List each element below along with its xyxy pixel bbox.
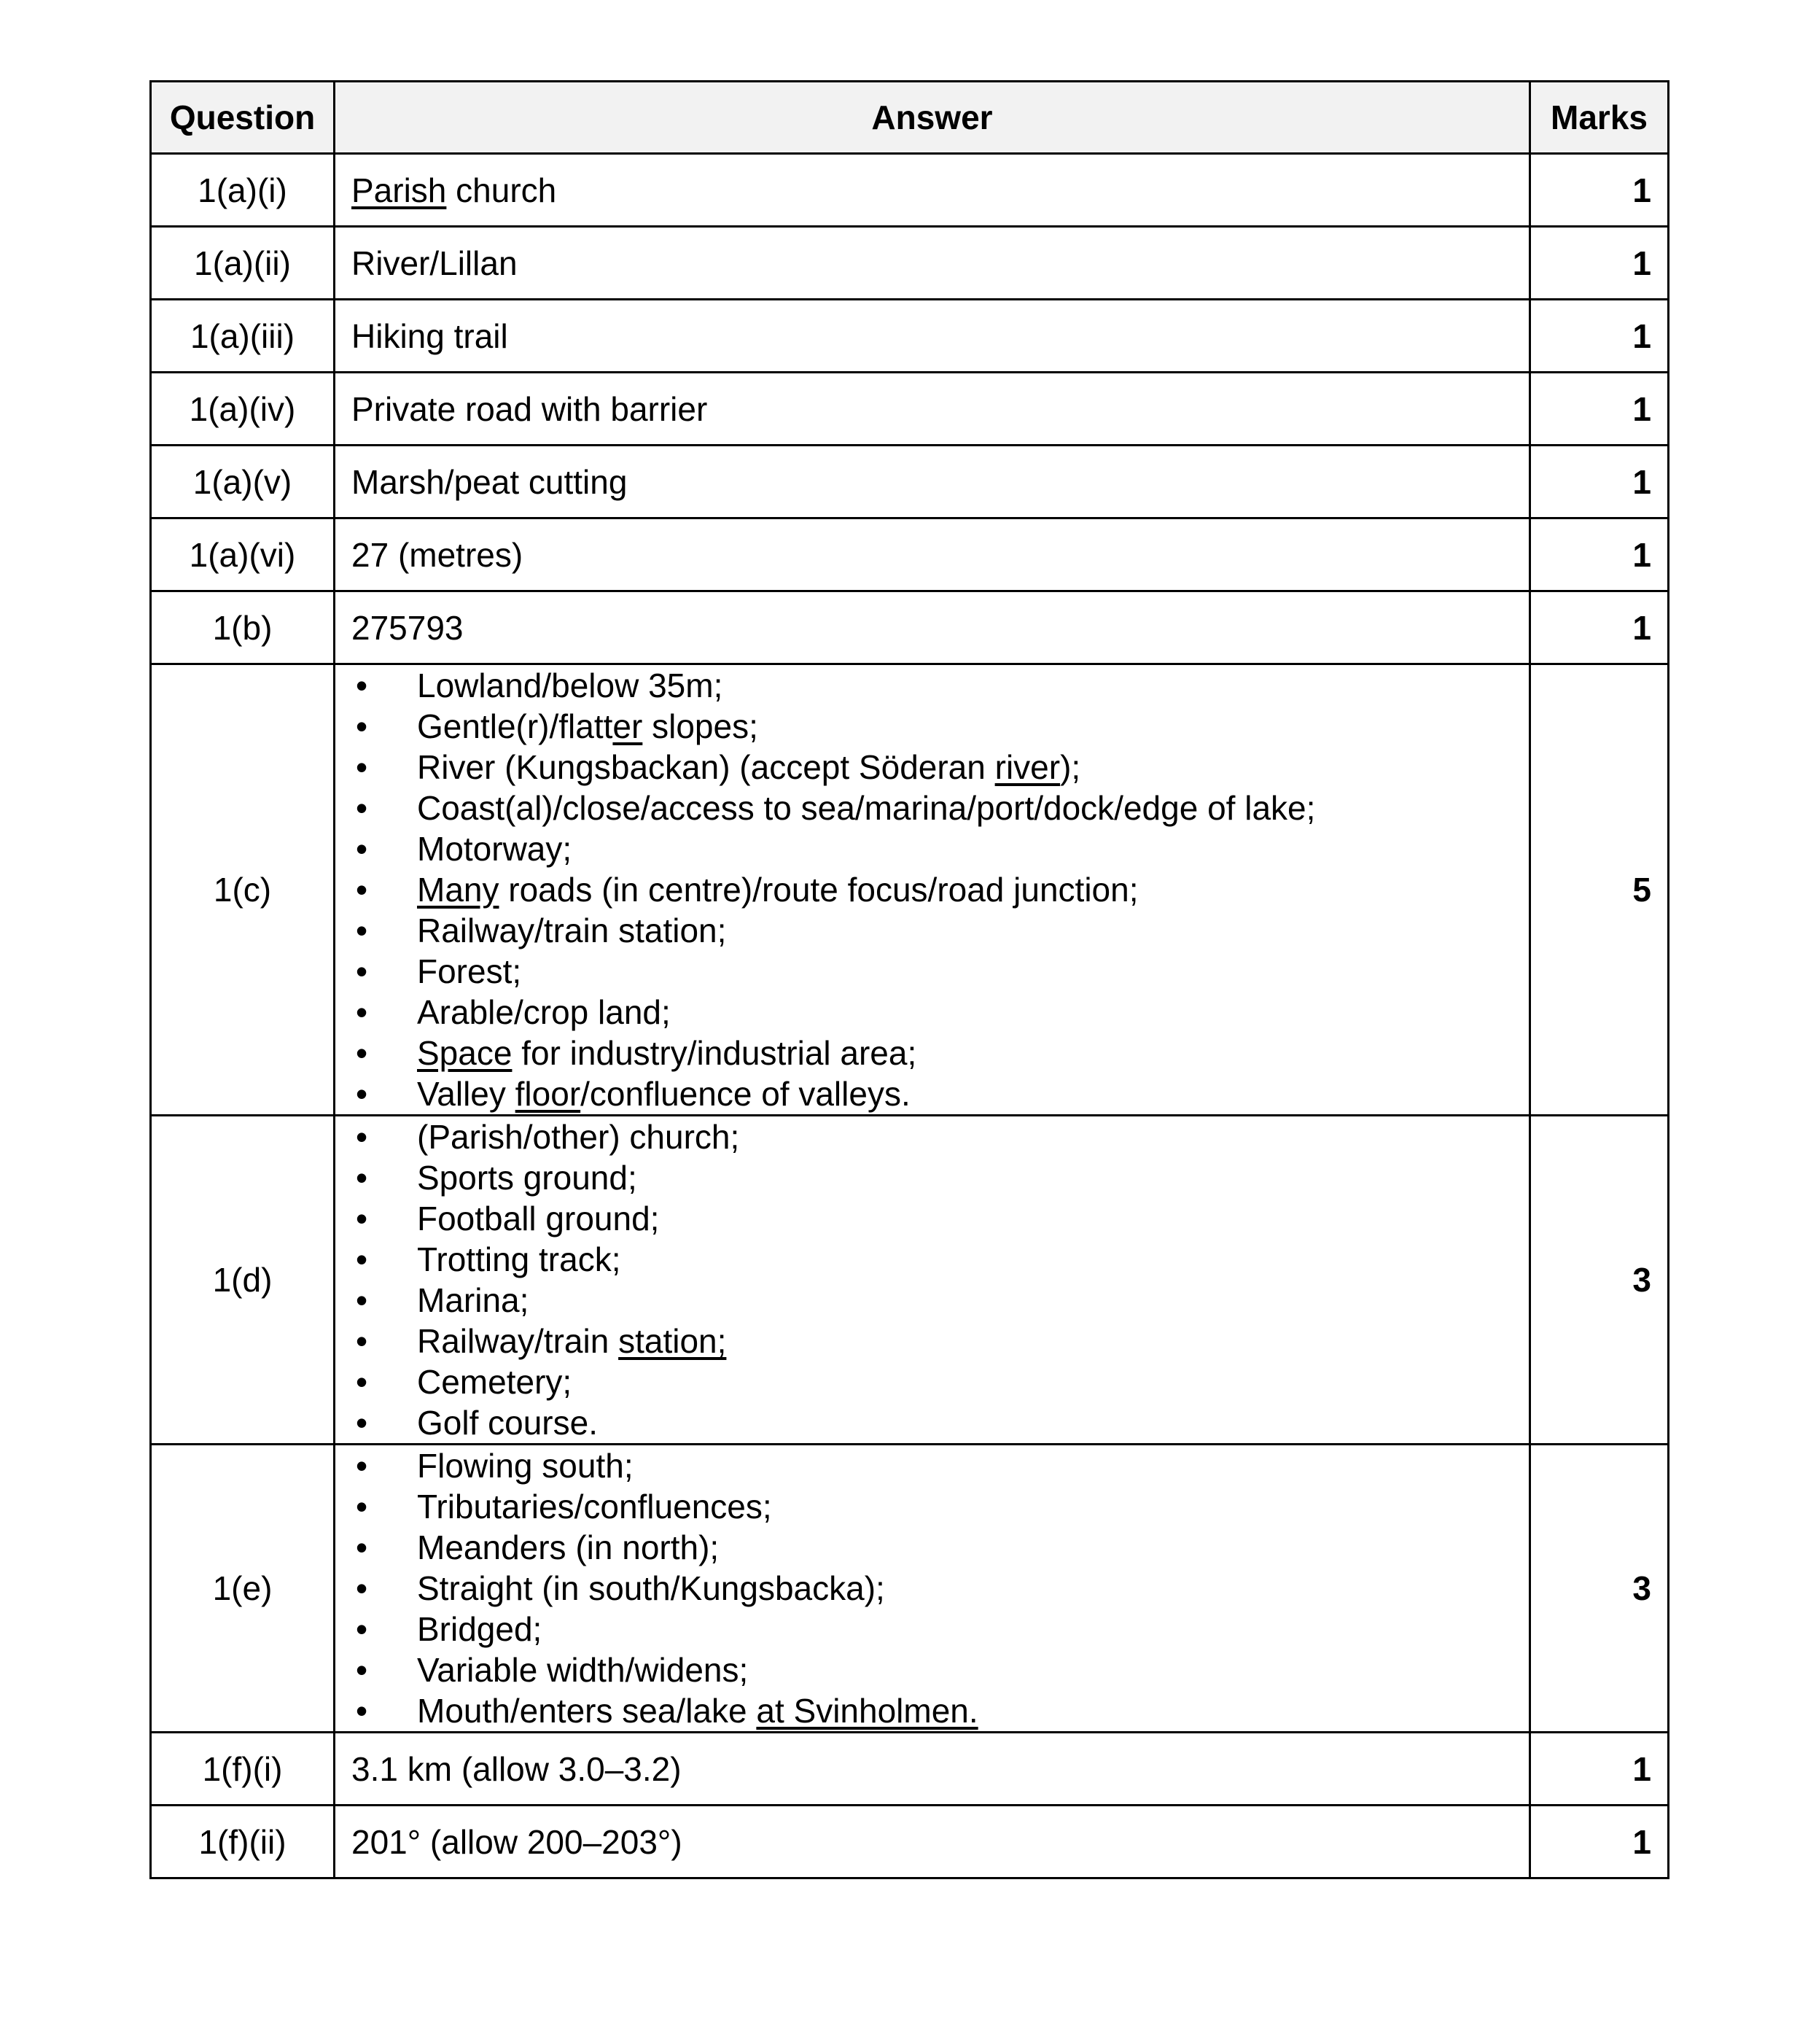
- answer-text: Motorway;: [417, 830, 572, 868]
- question-column-header: Question: [151, 82, 335, 154]
- answer-text: Tributaries/confluences;: [417, 1488, 772, 1526]
- answer-text: Trotting track;: [417, 1240, 621, 1278]
- answer-text: River (Kungsbackan) (accept Söderan: [417, 748, 995, 786]
- answer-bullet-item: [351, 828, 1513, 869]
- table-row: [151, 154, 1669, 227]
- table-row: [151, 227, 1669, 300]
- answer-bullet-item: [351, 1198, 1513, 1239]
- answer-text: Variable width/widens;: [417, 1651, 749, 1689]
- answer-cell: [335, 1445, 1530, 1733]
- table-row: [151, 1806, 1669, 1878]
- question-cell: 1(a)(ii): [151, 227, 335, 300]
- answer-text: Railway/train station;: [417, 912, 727, 949]
- answer-bullet-item: [351, 869, 1513, 910]
- table-row: [151, 1116, 1669, 1445]
- underlined-text: at Svinholmen.: [756, 1692, 978, 1730]
- table-body: [151, 154, 1669, 1878]
- answer-text: Lowland/below 35m;: [417, 667, 723, 704]
- answer-bullet-item: [351, 1527, 1513, 1568]
- table-row: [151, 518, 1669, 591]
- table-row: [151, 373, 1669, 446]
- answer-text: for industry/industrial area;: [512, 1034, 917, 1072]
- answer-bullet-item: [351, 788, 1513, 828]
- answer-text: Mouth/enters sea/lake: [417, 1692, 757, 1730]
- answer-bullet-list: [351, 665, 1513, 1114]
- marks-cell: 1: [1530, 1733, 1669, 1806]
- answer-cell: [335, 373, 1530, 446]
- answer-text: Hiking trail: [351, 316, 508, 355]
- question-cell: 1(a)(iv): [151, 373, 335, 446]
- question-cell: 1(a)(vi): [151, 518, 335, 591]
- answer-bullet-item: [351, 1116, 1513, 1157]
- answer-cell: [335, 1806, 1530, 1878]
- answer-text: 3.1 km (allow 3.0–3.2): [351, 1749, 682, 1788]
- answer-text: Marsh/peat cutting: [351, 462, 628, 501]
- marks-cell: 3: [1530, 1445, 1669, 1733]
- answer-text: Meanders (in north);: [417, 1528, 720, 1566]
- answer-text: Valley: [417, 1075, 515, 1113]
- marks-cell: 1: [1530, 591, 1669, 664]
- answer-bullet-item: [351, 1445, 1513, 1486]
- underlined-text: Many: [417, 871, 499, 909]
- underlined-text: floor: [515, 1075, 581, 1113]
- marks-cell: 1: [1530, 154, 1669, 227]
- answer-text: Marina;: [417, 1281, 529, 1319]
- question-cell: 1(b): [151, 591, 335, 664]
- answer-cell: [335, 446, 1530, 518]
- marks-cell: 1: [1530, 518, 1669, 591]
- marks-cell: 1: [1530, 446, 1669, 518]
- underlined-text: Parish: [351, 171, 447, 209]
- answer-bullet-item: [351, 1073, 1513, 1114]
- answer-text: River/Lillan: [351, 244, 518, 282]
- answer-cell: [335, 518, 1530, 591]
- answer-text: church: [446, 171, 557, 209]
- underlined-text: Space: [417, 1034, 513, 1072]
- answer-text: Railway/train: [417, 1322, 619, 1360]
- underlined-text: er: [612, 707, 643, 745]
- answer-cell: [335, 591, 1530, 664]
- answer-text: Forest;: [417, 952, 522, 990]
- answer-bullet-item: [351, 1690, 1513, 1731]
- question-cell: 1(f)(ii): [151, 1806, 335, 1878]
- answer-text: Football ground;: [417, 1200, 660, 1237]
- answer-text: 201° (allow 200–203°): [351, 1822, 682, 1861]
- answer-text: slopes;: [642, 707, 758, 745]
- underlined-text: river: [994, 748, 1061, 786]
- answer-bullet-item: [351, 1239, 1513, 1280]
- table-row: [151, 1445, 1669, 1733]
- question-cell: 1(a)(v): [151, 446, 335, 518]
- underlined-text: station;: [618, 1322, 727, 1360]
- answer-cell: [335, 664, 1530, 1116]
- answer-text: );: [1060, 748, 1081, 786]
- answer-text: Coast(al)/close/access to sea/marina/port/dock/edge of lake;: [417, 789, 1316, 827]
- answer-bullet-item: [351, 910, 1513, 951]
- answer-bullet-item: [351, 992, 1513, 1033]
- marks-cell: 5: [1530, 664, 1669, 1116]
- question-cell: 1(e): [151, 1445, 335, 1733]
- mark-scheme-table: [149, 80, 1669, 1879]
- answer-cell: [335, 154, 1530, 227]
- question-cell: 1(d): [151, 1116, 335, 1445]
- answer-bullet-item: [351, 706, 1513, 747]
- answer-bullet-item: [351, 1486, 1513, 1527]
- answer-text: (Parish/other) church;: [417, 1118, 740, 1156]
- marks-column-header: Marks: [1530, 82, 1669, 154]
- marks-cell: 1: [1530, 227, 1669, 300]
- answer-text: /confluence of valleys.: [580, 1075, 911, 1113]
- answer-text: roads (in centre)/route focus/road junction;: [499, 871, 1139, 909]
- answer-bullet-item: [351, 1321, 1513, 1361]
- answer-text: Sports ground;: [417, 1159, 637, 1197]
- answer-bullet-item: [351, 747, 1513, 788]
- answer-bullet-list: [351, 1116, 1513, 1443]
- question-cell: 1(a)(i): [151, 154, 335, 227]
- answer-bullet-item: [351, 1157, 1513, 1198]
- answer-cell: [335, 1116, 1530, 1445]
- table-row: [151, 591, 1669, 664]
- marks-cell: 1: [1530, 1806, 1669, 1878]
- table-row: [151, 664, 1669, 1116]
- answer-cell: [335, 1733, 1530, 1806]
- answer-bullet-item: [351, 1402, 1513, 1443]
- table-row: [151, 300, 1669, 373]
- question-cell: 1(c): [151, 664, 335, 1116]
- table-row: [151, 446, 1669, 518]
- answer-text: Flowing south;: [417, 1447, 634, 1485]
- answer-cell: [335, 227, 1530, 300]
- answer-text: 27 (metres): [351, 535, 523, 574]
- answer-bullet-item: [351, 1033, 1513, 1073]
- answer-text: Arable/crop land;: [417, 993, 671, 1031]
- answer-text: Gentle(r)/flatt: [417, 707, 613, 745]
- answer-text: Private road with barrier: [351, 389, 708, 428]
- answer-bullet-item: [351, 1568, 1513, 1609]
- answer-text: Golf course.: [417, 1404, 598, 1442]
- answer-text: Bridged;: [417, 1610, 542, 1648]
- answer-text: Cemetery;: [417, 1363, 572, 1401]
- header-row: [151, 82, 1669, 154]
- answer-bullet-item: [351, 1649, 1513, 1690]
- answer-column-header: Answer: [335, 82, 1530, 154]
- answer-bullet-item: [351, 1609, 1513, 1649]
- question-cell: 1(a)(iii): [151, 300, 335, 373]
- question-cell: 1(f)(i): [151, 1733, 335, 1806]
- marks-cell: 1: [1530, 373, 1669, 446]
- answer-cell: [335, 300, 1530, 373]
- table-row: [151, 1733, 1669, 1806]
- answer-bullet-item: [351, 665, 1513, 706]
- answer-bullet-list: [351, 1445, 1513, 1731]
- answer-text: 275793: [351, 608, 464, 647]
- answer-bullet-item: [351, 1280, 1513, 1321]
- answer-bullet-item: [351, 1361, 1513, 1402]
- marks-cell: 1: [1530, 300, 1669, 373]
- answer-text: Straight (in south/Kungsbacka);: [417, 1569, 885, 1607]
- marks-cell: 3: [1530, 1116, 1669, 1445]
- answer-bullet-item: [351, 951, 1513, 992]
